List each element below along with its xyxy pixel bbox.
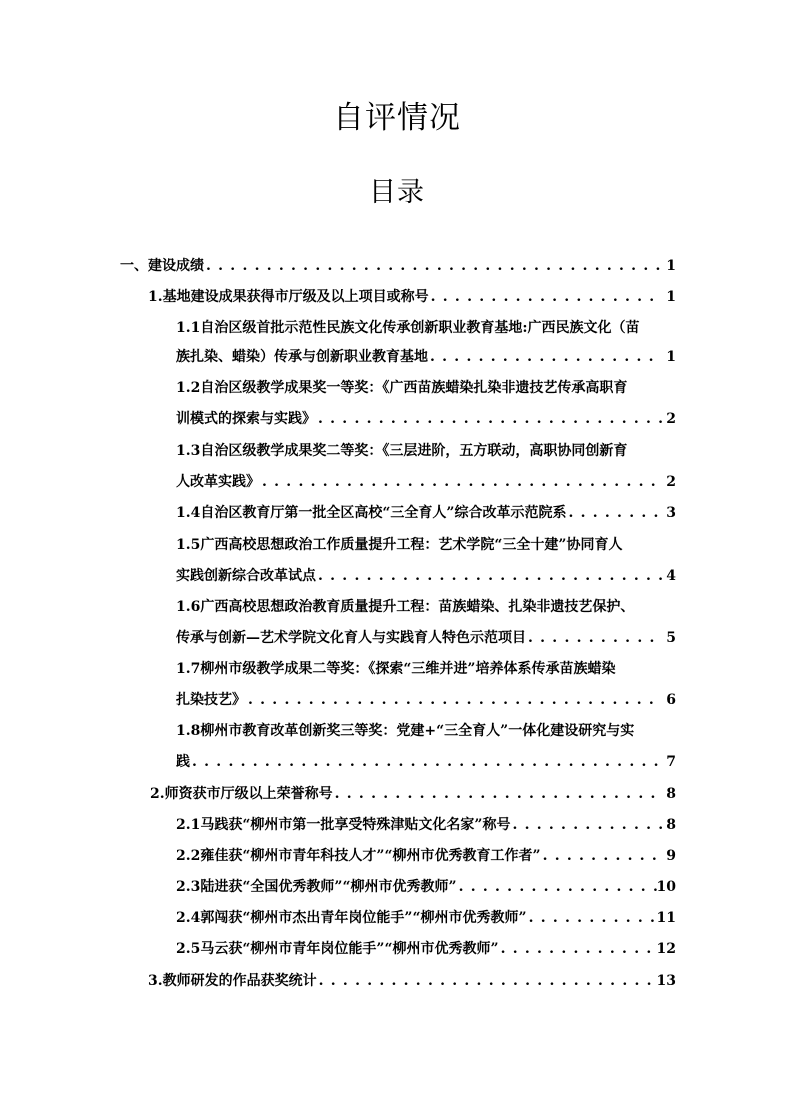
toc-entry-text: 扎染技艺》 <box>176 692 246 708</box>
toc-entry-text: 人改革实践》 <box>176 474 260 490</box>
toc-entry-text: 2.2雍佳获“柳州市青年科技人才”“柳州市优秀教育工作者” <box>176 848 541 864</box>
toc-entry-1-3-line1[interactable]: 1.3自治区级教学成果奖二等奖：《三层进阶，五方联动，高职协同创新育 <box>176 443 628 459</box>
toc-entry-text: 2.4郭闯获“柳州市杰出青年岗位能手”“柳州市优秀教师” <box>176 910 527 926</box>
toc-entry-text: 1.基地建设成果获得市厅级及以上项目或称号 <box>148 289 429 305</box>
toc-entry-1-3-line2[interactable] <box>176 472 676 492</box>
toc-leader-dots <box>428 347 662 367</box>
toc-entry-page: 5 <box>666 630 676 646</box>
toc-entry-page: 4 <box>666 568 676 584</box>
toc-entry-1-section[interactable] <box>148 287 676 307</box>
toc-entry-text: 践 <box>176 754 190 770</box>
toc-entry-2-1[interactable] <box>176 815 676 835</box>
toc-entry-text: 一、建设成绩 <box>120 258 204 274</box>
toc-leader-dots <box>317 971 657 991</box>
toc-entry-text: 2.师资获市厅级以上荣誉称号 <box>150 786 333 802</box>
toc-entry-2-section[interactable] <box>150 784 676 804</box>
toc-leader-dots <box>526 628 662 648</box>
toc-entry-1-8-line1[interactable]: 1.8柳州市教育改革创新奖三等奖：党建+“三全育人”一体化建设研究与实 <box>176 723 635 739</box>
toc-entry-page: 9 <box>666 848 676 864</box>
toc-entry-page: 10 <box>656 879 676 895</box>
toc-entry-page: 7 <box>666 754 676 770</box>
toc-heading: 目录 <box>369 177 425 208</box>
toc-entry-page: 6 <box>666 692 676 708</box>
toc-entry-page: 13 <box>656 973 676 989</box>
toc-entry-1-1-line2[interactable] <box>176 347 676 367</box>
toc-entry-2-5[interactable] <box>176 939 676 959</box>
toc-leader-dots <box>510 815 662 835</box>
toc-entry-text: 族扎染、蜡染）传承与创新职业教育基地 <box>176 349 428 365</box>
toc-leader-dots <box>316 566 662 586</box>
toc-leader-dots <box>527 908 657 928</box>
toc-leader-dots <box>204 256 662 276</box>
toc-entry-text: 传承与创新—艺术学院文化育人与实践育人特色示范项目 <box>176 630 526 646</box>
toc-entry-2-3[interactable] <box>176 877 676 897</box>
toc-entry-1-5-line2[interactable] <box>176 566 676 586</box>
toc-leader-dots <box>566 503 662 523</box>
toc-leader-dots <box>316 409 662 429</box>
toc-entry-page: 1 <box>666 349 676 365</box>
toc-entry-1-6-line1[interactable]: 1.6广西高校思想政治教育质量提升工程：苗族蜡染、扎染非遗技艺保护、 <box>176 599 635 615</box>
toc-entry-page: 12 <box>656 941 676 957</box>
toc-entry-1[interactable] <box>120 256 676 276</box>
toc-entry-page: 1 <box>666 289 676 305</box>
toc-entry-1-1-line1[interactable]: 1.1自治区级首批示范性民族文化传承创新职业教育基地:广西民族文化（苗 <box>176 320 640 336</box>
toc-leader-dots <box>246 690 662 710</box>
document-title: 自评情况 <box>333 100 461 136</box>
toc-leader-dots <box>190 752 662 772</box>
toc-leader-dots <box>541 846 662 866</box>
toc-entry-1-5-line1[interactable]: 1.5广西高校思想政治工作质量提升工程：艺术学院“三全十建”协同育人 <box>176 537 623 553</box>
toc-entry-page: 11 <box>656 910 676 926</box>
toc-entry-1-7-line2[interactable] <box>176 690 676 710</box>
toc-entry-2-4[interactable] <box>176 908 676 928</box>
toc-leader-dots <box>499 939 657 959</box>
toc-entry-page: 3 <box>666 505 676 521</box>
toc-entry-text: 3.教师研发的作品获奖统计 <box>148 973 317 989</box>
toc-entry-page: 1 <box>666 258 676 274</box>
toc-entry-page: 2 <box>666 411 676 427</box>
toc-leader-dots <box>260 472 662 492</box>
toc-entry-1-7-line1[interactable]: 1.7柳州市级教学成果二等奖：《探索“三维并进”培养体系传承苗族蜡染 <box>176 661 616 677</box>
toc-entry-1-8-line2[interactable] <box>176 752 676 772</box>
toc-entry-text: 2.3陆进获“全国优秀教师”“柳州市优秀教师” <box>176 879 457 895</box>
toc-entry-page: 8 <box>666 786 676 802</box>
toc-entry-1-2-line2[interactable] <box>176 409 676 429</box>
toc-entry-2-2[interactable] <box>176 846 676 866</box>
toc-entry-1-4[interactable] <box>176 503 676 523</box>
toc-leader-dots <box>457 877 657 897</box>
toc-entry-1-6-line2[interactable] <box>176 628 676 648</box>
toc-entry-3-section[interactable] <box>148 971 676 991</box>
toc-entry-page: 8 <box>666 817 676 833</box>
toc-entry-1-2-line1[interactable]: 1.2自治区级教学成果奖一等奖：《广西苗族蜡染扎染非遗技艺传承高职育 <box>176 380 628 396</box>
toc-entry-text: 训模式的探索与实践》 <box>176 411 316 427</box>
toc-leader-dots <box>429 287 662 307</box>
toc-entry-text: 2.1马践获“柳州市第一批享受特殊津贴文化名家”称号 <box>176 817 511 833</box>
toc-entry-page: 2 <box>666 474 676 490</box>
toc-leader-dots <box>333 784 662 804</box>
toc-entry-text: 2.5马云获“柳州市青年岗位能手”“柳州市优秀教师” <box>176 941 499 957</box>
toc-entry-text: 实践创新综合改革试点 <box>176 568 316 584</box>
toc-entry-text: 1.4自治区教育厅第一批全区高校“三全育人”综合改革示范院系 <box>176 505 567 521</box>
